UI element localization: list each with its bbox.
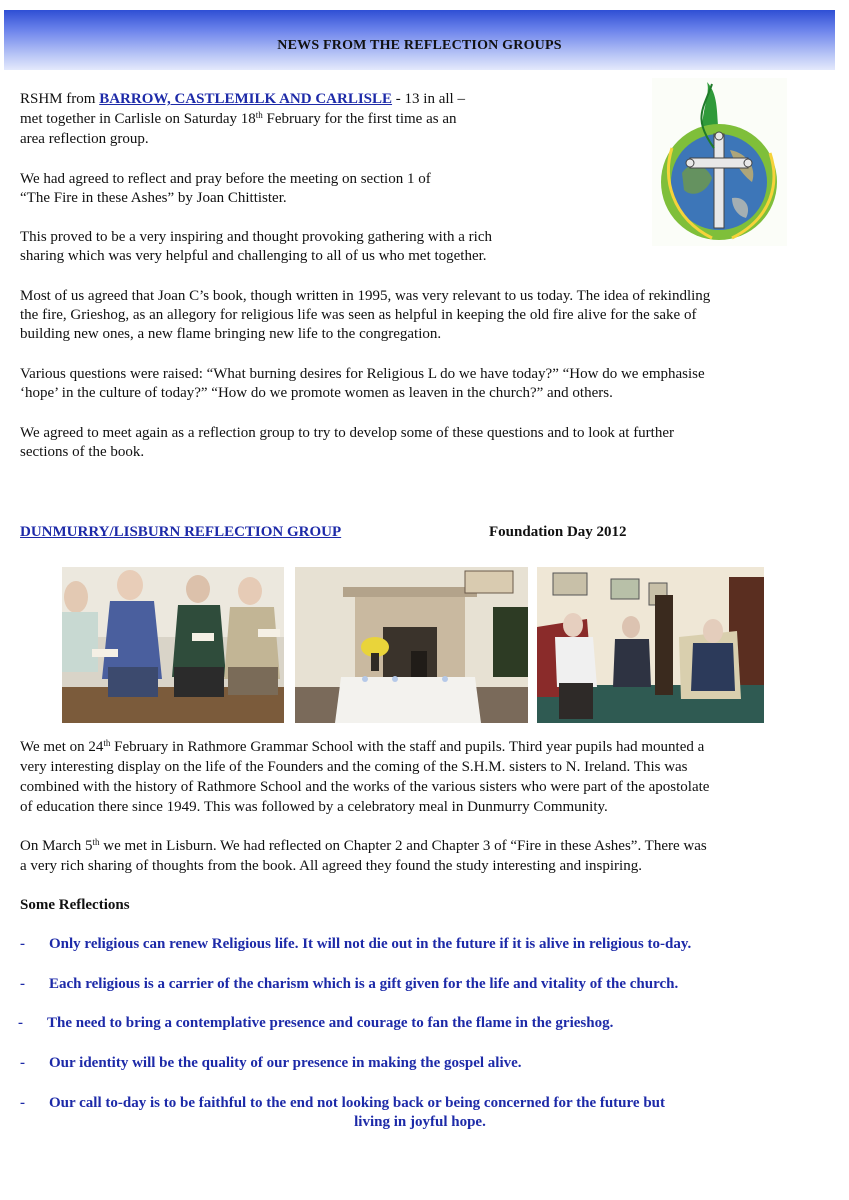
- list-dash: -: [20, 976, 25, 992]
- reflection-text: Each religious is a carrier of the charism which is a gift given for the life and vitality of the church.: [49, 976, 679, 992]
- reflection-text: Our identity will be the quality of our presence in making the gospel alive.: [49, 1055, 522, 1071]
- s2-para2-line-2: a very rich sharing of thoughts from the book. All agreed they found the study interesting and inspiring.: [20, 858, 642, 874]
- reflection-text: Only religious can renew Religious life. It will not die out in the future if it is alive in religious to-day.: [49, 936, 692, 952]
- list-dash: -: [18, 1015, 23, 1031]
- para6-line-2: sections of the book.: [20, 444, 145, 460]
- reflection-text-continued: living in joyful hope.: [354, 1114, 486, 1130]
- intro-line-3: area reflection group.: [20, 131, 149, 147]
- para4-line-1: Most of us agreed that Joan C’s book, though written in 1995, was very relevant to us today. The idea of rekindling: [20, 288, 711, 304]
- para2-line-1: We had agreed to reflect and pray before the meeting on section 1 of: [20, 171, 431, 187]
- para3-line-2: sharing which was very helpful and challenging to all of us who met together.: [20, 248, 487, 264]
- s2-para1-line-3: combined with the history of Rathmore School and the works of the various sisters who were part of the apostolate: [20, 779, 710, 795]
- list-dash: -: [20, 1095, 25, 1111]
- intro-line-2: met together in Carlisle on Saturday 18th February for the first time as an: [20, 110, 457, 127]
- reflection-text: The need to bring a contemplative presence and courage to fan the flame in the grieshog.: [47, 1015, 614, 1031]
- page-banner: [4, 10, 835, 70]
- cross-globe-logo-icon: [652, 78, 787, 246]
- intro-suffix: - 13 in all –: [392, 91, 465, 107]
- para2-line-2: “The Fire in these Ashes” by Joan Chittister.: [20, 190, 287, 206]
- some-reflections-heading: Some Reflections: [20, 897, 130, 913]
- list-dash: -: [20, 936, 25, 952]
- photo-fireplace-altar-icon: [295, 567, 528, 723]
- s2-para2-line-1: On March 5th we met in Lisburn. We had reflected on Chapter 2 and Chapter 3 of “Fire in these Ashes”. There was: [20, 837, 707, 854]
- foundation-day-heading: Foundation Day 2012: [489, 524, 627, 540]
- photo-sisters-reading-icon: [62, 567, 284, 723]
- reflection-text: Our call to-day is to be faithful to the end not looking back or being concerned for the future but: [49, 1095, 665, 1111]
- intro-line-1: [20, 90, 465, 110]
- para5-line-2: ‘hope’ in the culture of today?” “How do we promote women as leaven in the church?” and others.: [20, 385, 613, 401]
- para6-line-1: We agreed to meet again as a reflection group to try to develop some of these questions and to look at further: [20, 425, 675, 441]
- list-dash: -: [20, 1055, 25, 1071]
- reflection-continuation: [0, 1113, 840, 1133]
- banner-title: NEWS FROM THE REFLECTION GROUPS: [277, 38, 562, 53]
- para4-line-2: the fire, Grieshog, as an allegory for religious life was seen as helpful in keeping the old fire alive for the sake of: [20, 307, 697, 323]
- intro-prefix: RSHM from: [20, 91, 100, 107]
- para3-line-1: This proved to be a very inspiring and thought provoking gathering with a rich: [20, 229, 492, 245]
- para4-line-3: building new ones, a new flame bringing new life to the congregation.: [20, 326, 442, 342]
- s2-para1-line-1: We met on 24th February in Rathmore Grammar School with the staff and pupils. Third year pupils had mounted a: [20, 738, 705, 755]
- s2-para1-line-2: very interesting display on the life of the Founders and the coming of the S.H.M. sisters to N. Ireland. This was: [20, 759, 688, 775]
- s2-para1-line-4: of education there since 1949. This was followed by a celebratory meal in Dunmurry Community.: [20, 799, 608, 815]
- photo-sisters-living-room-icon: [537, 567, 764, 723]
- group-link-barrow[interactable]: BARROW, CASTLEMILK AND CARLISLE: [99, 91, 393, 107]
- group-link-dunmurry[interactable]: DUNMURRY/LISBURN REFLECTION GROUP: [20, 524, 342, 540]
- para5-line-1: Various questions were raised: “What burning desires for Religious L do we have today?” “How do we emphasise: [20, 366, 705, 382]
